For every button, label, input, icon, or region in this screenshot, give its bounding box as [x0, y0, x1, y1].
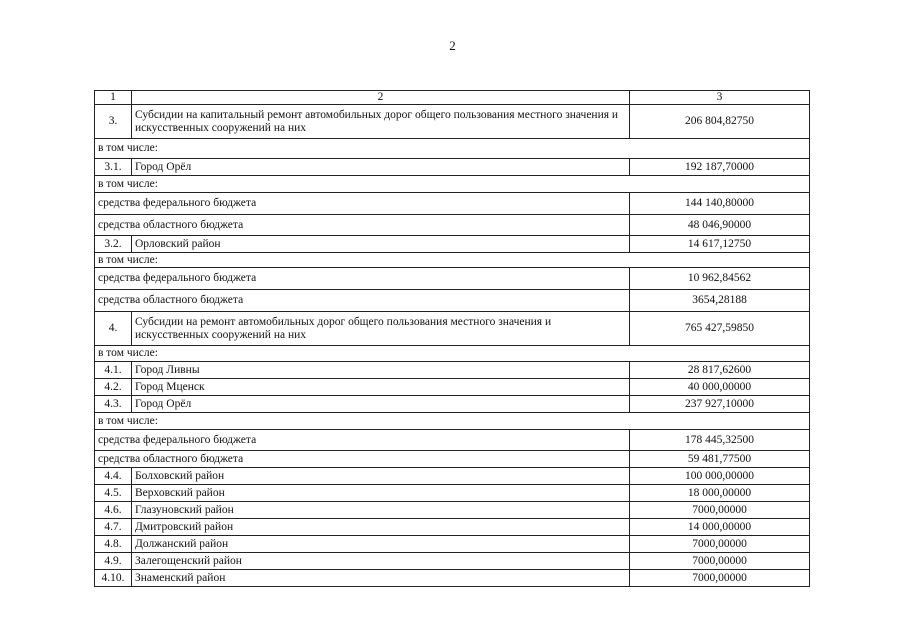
table-row — [95, 451, 810, 468]
row-name: Субсидии на капитальный ремонт автомобильных дорог общего пользования местного значения и искусственных сооружений на них — [132, 105, 630, 139]
table-row — [95, 215, 810, 236]
row-name: Дмитровский район — [132, 519, 630, 536]
table-row — [95, 413, 810, 430]
row-label: средства федерального бюджета — [95, 193, 630, 215]
row-name: Залегощенский район — [132, 553, 630, 570]
row-value: 59 481,77500 — [630, 451, 810, 468]
table-row — [95, 362, 810, 379]
table-row — [95, 139, 810, 159]
row-number: 4.4. — [95, 468, 132, 485]
header-col-1: 1 — [95, 91, 132, 105]
row-label: средства федерального бюджета — [95, 268, 630, 290]
table-row — [95, 176, 810, 193]
row-label: средства федерального бюджета — [95, 430, 630, 451]
row-value: 3654,28188 — [630, 290, 810, 312]
row-subheading: в том числе: — [95, 139, 810, 159]
table-row — [95, 312, 810, 346]
row-number: 4. — [95, 312, 132, 346]
page-number: 2 — [449, 38, 456, 53]
row-name: Город Ливны — [132, 362, 630, 379]
table-row — [95, 159, 810, 176]
row-name: Знаменский район — [132, 570, 630, 587]
table-row — [95, 290, 810, 312]
row-value: 48 046,90000 — [630, 215, 810, 236]
table-row — [95, 536, 810, 553]
table-row — [95, 396, 810, 413]
row-name: Верховский район — [132, 485, 630, 502]
header-col-3: 3 — [630, 91, 810, 105]
row-subheading: в том числе: — [95, 346, 810, 362]
row-value: 100 000,00000 — [630, 468, 810, 485]
table-row — [95, 519, 810, 536]
row-value: 237 927,10000 — [630, 396, 810, 413]
row-label: средства областного бюджета — [95, 451, 630, 468]
row-name: Город Мценск — [132, 379, 630, 396]
row-number: 3. — [95, 105, 132, 139]
row-name: Глазуновский район — [132, 502, 630, 519]
row-value: 14 617,12750 — [630, 236, 810, 253]
row-value: 7000,00000 — [630, 502, 810, 519]
table-row — [95, 430, 810, 451]
row-value: 18 000,00000 — [630, 485, 810, 502]
row-name: Должанский район — [132, 536, 630, 553]
table-row — [95, 253, 810, 268]
row-value: 7000,00000 — [630, 570, 810, 587]
table-row — [95, 570, 810, 587]
table-row — [95, 193, 810, 215]
row-name: Город Орёл — [132, 396, 630, 413]
table-row — [95, 468, 810, 485]
row-value: 10 962,84562 — [630, 268, 810, 290]
row-name: Болховский район — [132, 468, 630, 485]
row-value: 206 804,82750 — [630, 105, 810, 139]
header-col-2: 2 — [132, 91, 630, 105]
row-number: 3.1. — [95, 159, 132, 176]
row-value: 40 000,00000 — [630, 379, 810, 396]
row-number: 4.2. — [95, 379, 132, 396]
table-header-row — [95, 91, 810, 105]
row-value: 7000,00000 — [630, 553, 810, 570]
row-name: Орловский район — [132, 236, 630, 253]
row-name: Город Орёл — [132, 159, 630, 176]
row-number: 4.8. — [95, 536, 132, 553]
row-number: 4.5. — [95, 485, 132, 502]
row-number: 4.7. — [95, 519, 132, 536]
row-value: 192 187,70000 — [630, 159, 810, 176]
row-number: 4.9. — [95, 553, 132, 570]
row-number: 3.2. — [95, 236, 132, 253]
table-row — [95, 105, 810, 139]
table-row — [95, 346, 810, 362]
table-row — [95, 553, 810, 570]
row-number: 4.10. — [95, 570, 132, 587]
table-row — [95, 485, 810, 502]
row-label: средства областного бюджета — [95, 215, 630, 236]
row-number: 4.6. — [95, 502, 132, 519]
row-label: средства областного бюджета — [95, 290, 630, 312]
row-value: 7000,00000 — [630, 536, 810, 553]
table-row — [95, 236, 810, 253]
table-row — [95, 502, 810, 519]
table-row — [95, 268, 810, 290]
row-value: 28 817,62600 — [630, 362, 810, 379]
row-value: 178 445,32500 — [630, 430, 810, 451]
row-value: 144 140,80000 — [630, 193, 810, 215]
row-value: 14 000,00000 — [630, 519, 810, 536]
row-subheading: в том числе: — [95, 176, 810, 193]
subsidies-table — [94, 90, 810, 587]
row-subheading: в том числе: — [95, 413, 810, 430]
row-number: 4.3. — [95, 396, 132, 413]
row-value: 765 427,59850 — [630, 312, 810, 346]
table-row — [95, 379, 810, 396]
row-name: Субсидии на ремонт автомобильных дорог общего пользования местного значения и искусственных сооружений на них — [132, 312, 630, 346]
row-number: 4.1. — [95, 362, 132, 379]
row-subheading: в том числе: — [95, 253, 810, 268]
